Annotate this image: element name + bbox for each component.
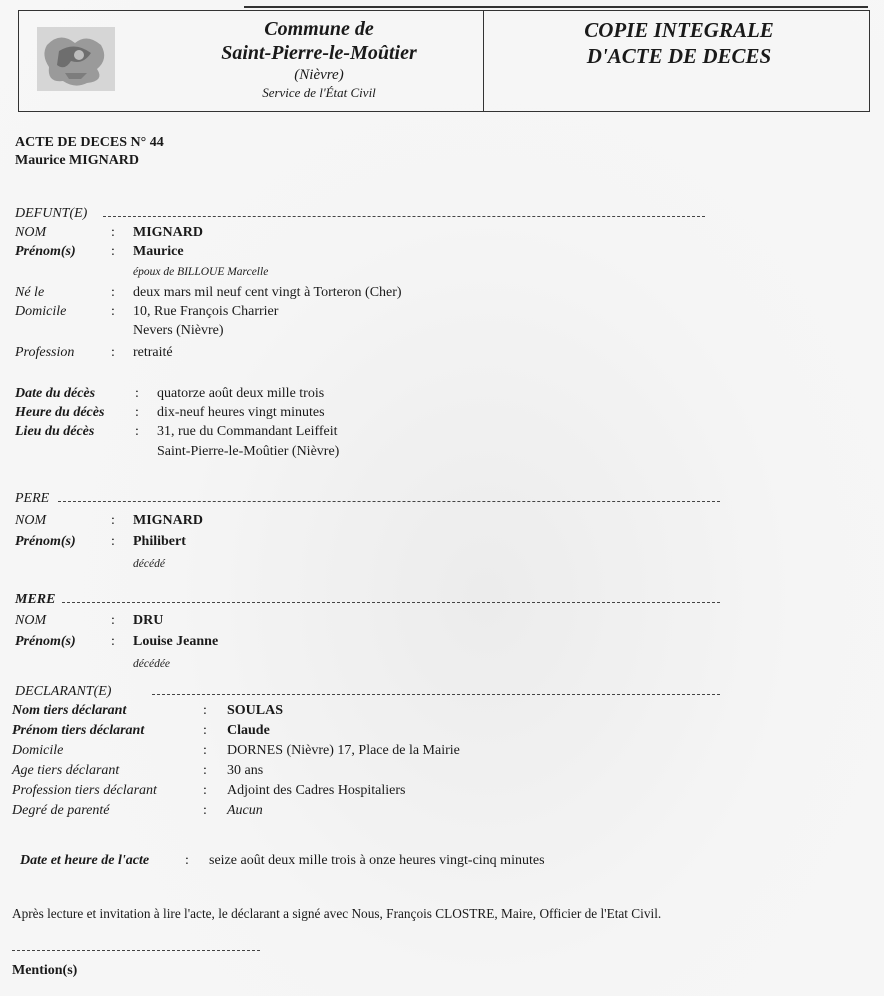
defunt-nom-label: NOM — [15, 225, 47, 240]
pere-status: décédé — [133, 558, 165, 570]
separator: : — [203, 703, 207, 718]
defunt-section-rule — [103, 216, 705, 217]
separator: : — [111, 345, 115, 360]
acte-date-value: seize août deux mille trois à onze heures vingt-cinq minutes — [209, 853, 545, 868]
separator: : — [203, 723, 207, 738]
service-name: Service de l'État Civil — [262, 85, 376, 100]
pere-nom-value: MIGNARD — [133, 513, 203, 528]
pere-prenom-label: Prénom(s) — [15, 534, 76, 549]
declarant-section-rule — [152, 694, 720, 695]
defunt-domicile-label: Domicile — [15, 304, 67, 319]
declarant-section-title: DECLARANT(E) — [15, 684, 112, 699]
defunt-birth-value: deux mars mil neuf cent vingt à Torteron (Cher) — [133, 285, 402, 300]
defunt-profession-label: Profession — [15, 345, 75, 360]
defunt-section-title: DEFUNT(E) — [15, 206, 88, 221]
mere-section-rule — [62, 602, 720, 603]
declarant-domicile-value: DORNES (Nièvre) 17, Place de la Mairie — [227, 743, 460, 758]
mentions-rule — [12, 950, 260, 951]
separator: : — [111, 613, 115, 628]
deces-lieu-line2: Saint-Pierre-le-Moûtier (Nièvre) — [157, 444, 340, 459]
separator: : — [203, 743, 207, 758]
commune-label: Commune de — [264, 18, 374, 40]
separator: : — [135, 386, 139, 401]
separator: : — [111, 513, 115, 528]
declarant-nom-label: Nom tiers déclarant — [12, 703, 127, 718]
declarant-age-value: 30 ans — [227, 763, 264, 778]
defunt-spouse-note: époux de BILLOUE Marcelle — [133, 266, 269, 278]
document-title-line1: COPIE INTEGRALE — [584, 18, 774, 42]
separator: : — [203, 783, 207, 798]
separator: : — [185, 853, 189, 868]
mere-nom-label: NOM — [15, 613, 47, 628]
act-person-name: Maurice MIGNARD — [15, 153, 140, 168]
mere-prenom-label: Prénom(s) — [15, 634, 76, 649]
deces-date-value: quatorze août deux mille trois — [157, 386, 325, 401]
declarant-parente-label: Degré de parenté — [12, 803, 110, 818]
separator: : — [111, 244, 115, 259]
document-title — [489, 17, 869, 69]
commune-name: Saint-Pierre-le-Moûtier — [221, 42, 417, 64]
act-number: ACTE DE DECES N° 44 — [15, 135, 164, 150]
declarant-prenom-label: Prénom tiers déclarant — [12, 723, 145, 738]
commune-block — [169, 17, 469, 101]
pere-nom-label: NOM — [15, 513, 47, 528]
defunt-profession-value: retraité — [133, 345, 173, 360]
separator: : — [111, 634, 115, 649]
defunt-domicile-line1: 10, Rue François Charrier — [133, 304, 279, 319]
deces-heure-label: Heure du décès — [15, 405, 105, 420]
header-box — [18, 10, 870, 112]
top-border-line — [244, 6, 868, 8]
document-title-line2: D'ACTE DE DECES — [586, 44, 772, 68]
mere-section-title: MERE — [15, 592, 56, 607]
separator: : — [135, 405, 139, 420]
defunt-nom-value: MIGNARD — [133, 225, 203, 240]
municipal-seal-icon — [35, 25, 117, 93]
pere-prenom-value: Philibert — [133, 534, 186, 549]
header-divider — [483, 11, 484, 111]
separator: : — [111, 285, 115, 300]
pere-section-rule — [58, 501, 720, 502]
mentions-label: Mention(s) — [12, 963, 78, 978]
deces-heure-value: dix-neuf heures vingt minutes — [157, 405, 325, 420]
declarant-profession-label: Profession tiers déclarant — [12, 783, 157, 798]
declarant-parente-value: Aucun — [227, 803, 263, 818]
separator: : — [203, 763, 207, 778]
defunt-birth-label: Né le — [15, 285, 45, 300]
declarant-age-label: Age tiers déclarant — [12, 763, 120, 778]
declarant-profession-value: Adjoint des Cadres Hospitaliers — [227, 783, 406, 798]
department: (Nièvre) — [294, 67, 344, 83]
deces-date-label: Date du décès — [15, 386, 96, 401]
declarant-prenom-value: Claude — [227, 723, 270, 738]
defunt-prenom-value: Maurice — [133, 244, 184, 259]
separator: : — [111, 304, 115, 319]
declarant-domicile-label: Domicile — [12, 743, 64, 758]
acte-date-label: Date et heure de l'acte — [20, 853, 150, 868]
mere-status: décédée — [133, 658, 171, 670]
separator: : — [111, 534, 115, 549]
deces-lieu-label: Lieu du décès — [15, 424, 95, 439]
declarant-nom-value: SOULAS — [227, 703, 284, 718]
separator: : — [135, 424, 139, 439]
defunt-domicile-line2: Nevers (Nièvre) — [133, 323, 224, 338]
mere-nom-value: DRU — [133, 613, 164, 628]
separator: : — [203, 803, 207, 818]
mere-prenom-value: Louise Jeanne — [133, 634, 219, 649]
deces-lieu-line1: 31, rue du Commandant Leiffeit — [157, 424, 338, 439]
closing-statement: Après lecture et invitation à lire l'acte, le déclarant a signé avec Nous, François CLOSTRE, Maire, Officier de l'Etat Civil. — [12, 906, 662, 921]
pere-section-title: PERE — [15, 491, 50, 506]
defunt-prenom-label: Prénom(s) — [15, 244, 76, 259]
separator: : — [111, 225, 115, 240]
